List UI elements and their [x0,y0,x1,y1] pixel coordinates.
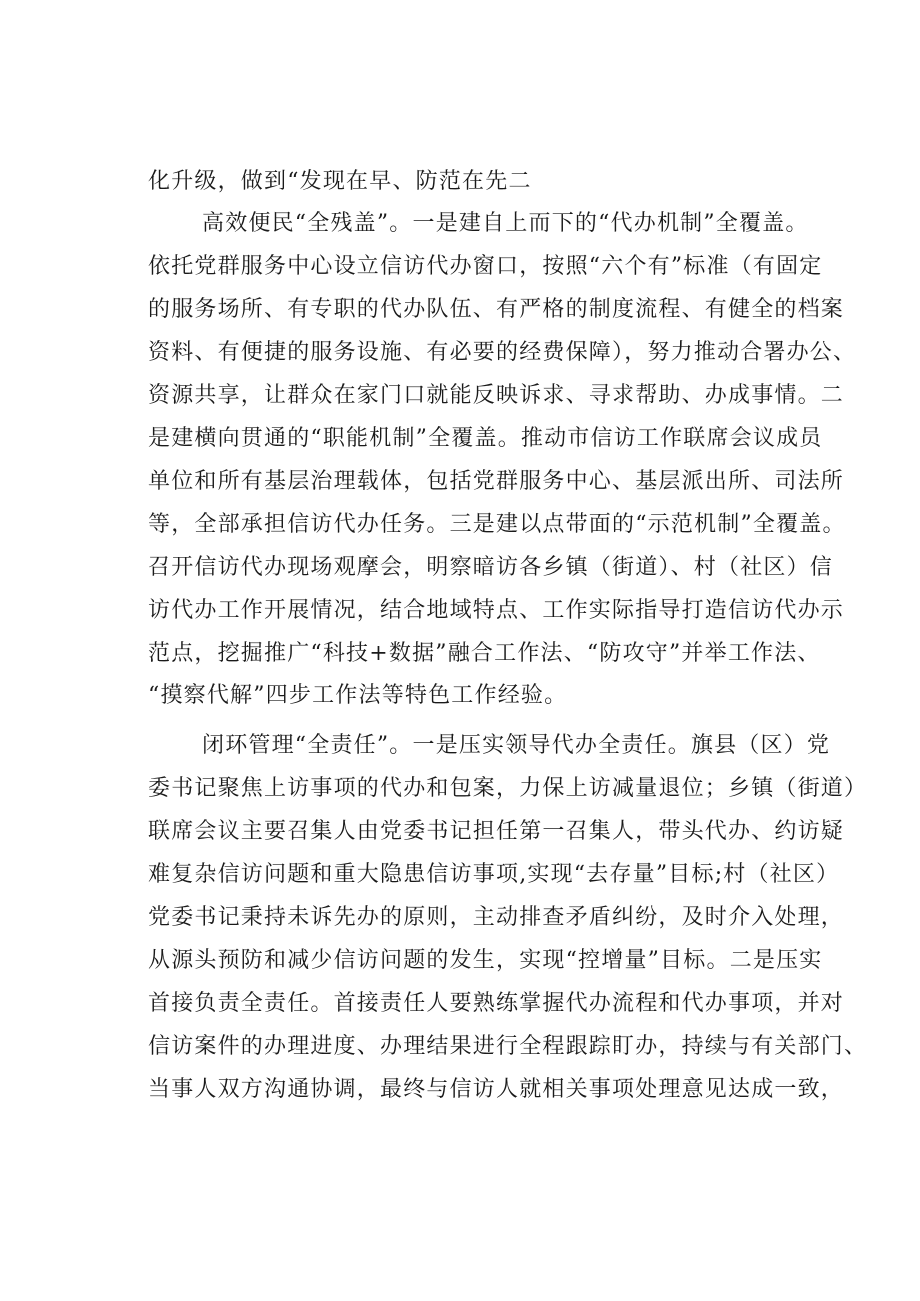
text-line-10: 召开信访代办现场观摩会，明察暗访各乡镇（街道）、村（社区）信 [148,555,834,580]
text-line-20: 首接负责全责任。首接责任人要熟练掌握代办流程和代办事项，并对 [148,991,845,1016]
paragraph-heading-convenience: 高效便民“全残盖”。一是建自上而下的“代办机制”全覆盖。 [202,211,809,236]
text-line-17: 难复杂信访问题和重大隐患信访事项,实现“去存量”目标;村（社区） [148,862,840,887]
text-line-1: 化升级，做到“发现在早、防范在先二 [148,169,532,194]
text-line-7: 是建横向贯通的“职能机制”全覆盖。推动市信访工作联席会议成员 [148,426,823,451]
text-line-16: 联席会议主要召集人由党委书记担任第一召集人，带头代办、约访疑 [148,819,845,844]
paragraph-heading-closed-loop: 闭环管理“全责任”。一是压实领导代办全责任。旗县（区）党 [202,733,831,758]
text-line-19: 从源头预防和减少信访问题的发生，实现“控增量”目标。二是压实 [148,948,823,973]
text-line-18: 党委书记秉持未诉先办的原则，主动排查矛盾纠纷，及时介入处理， [148,905,845,930]
text-line-4: 的服务场所、有专职的代办队伍、有严格的制度流程、有健全的档案 [148,297,845,322]
text-line-21: 信访案件的办理进度、办理结果进行全程跟踪盯办，持续与有关部门、 [148,1034,868,1059]
text-line-12: 范点，挖掘推广“科技+数据”融合工作法、“防攻守”并举工作法、 [148,641,821,666]
text-line-5: 资料、有便捷的服务设施、有必要的经费保障），努力推动合署办公、 [148,340,857,365]
text-line-8: 单位和所有基层治理载体，包括党群服务中心、基层派出所、司法所 [148,469,845,494]
text-line-22: 当事人双方沟通协调，最终与信访人就相关事项处理意见达成一致， [148,1077,845,1102]
text-line-15: 委书记聚焦上访事项的代办和包案，力保上访减量退位；乡镇（街道） [148,776,868,801]
text-line-6: 资源共享，让群众在家门口就能反映诉求、寻求帮助、办成事情。二 [148,383,845,408]
text-line-11: 访代办工作开展情况，结合地域特点、工作实际指导打造信访代办示 [148,598,845,623]
text-line-13: “摸察代解”四步工作法等特色工作经验。 [148,683,568,708]
text-line-3: 依托党群服务中心设立信访代办窗口，按照“六个有”标准（有固定 [148,254,823,279]
text-line-9: 等，全部承担信访代办任务。三是建以点带面的“示范机制”全覆盖。 [148,512,846,537]
